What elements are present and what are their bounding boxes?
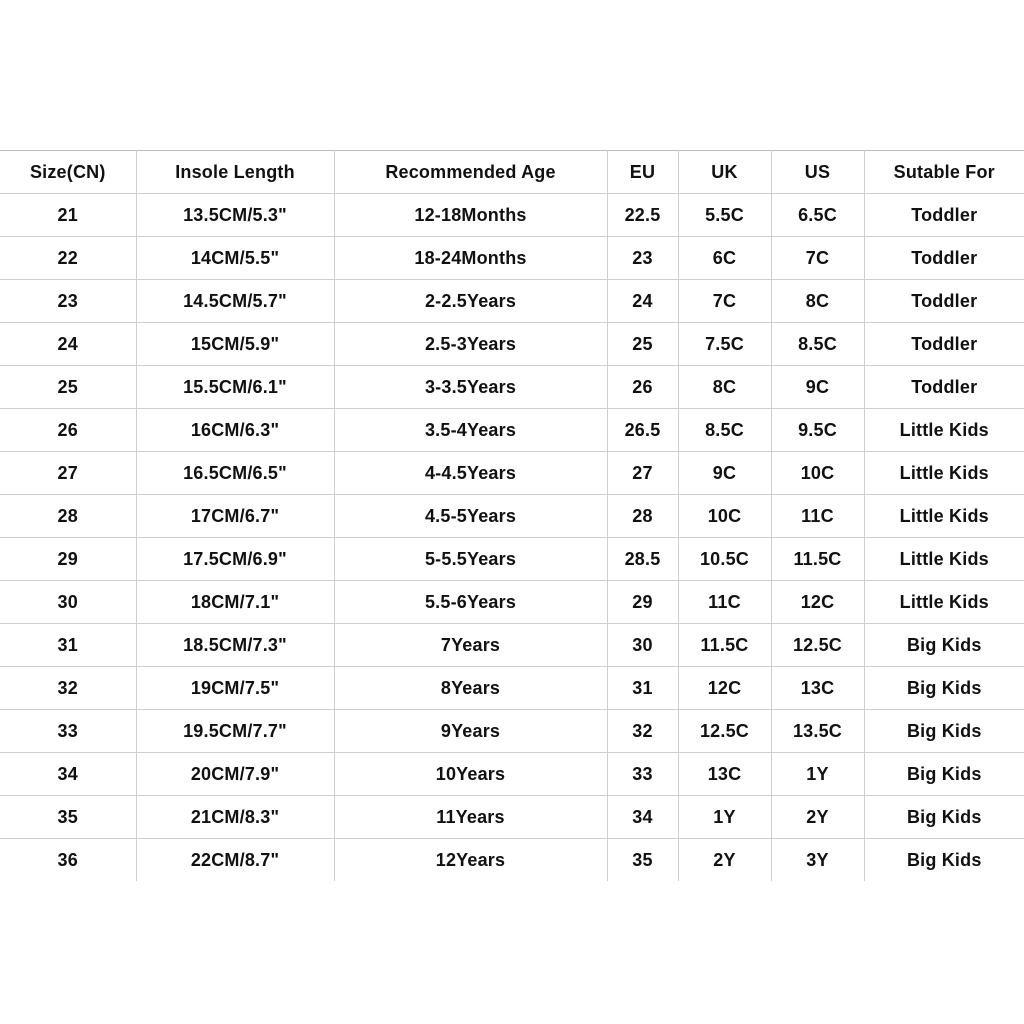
cell-uk: 9C (678, 452, 771, 495)
cell-recommended-age: 12Years (334, 839, 607, 882)
cell-insole-length: 18CM/7.1" (136, 581, 334, 624)
cell-us: 8C (771, 280, 864, 323)
cell-uk: 6C (678, 237, 771, 280)
cell-recommended-age: 5.5-6Years (334, 581, 607, 624)
cell-suitable-for: Big Kids (864, 839, 1024, 882)
table-row (0, 323, 1024, 366)
cell-insole-length: 17.5CM/6.9" (136, 538, 334, 581)
table-row (0, 237, 1024, 280)
table-row (0, 796, 1024, 839)
cell-recommended-age: 5-5.5Years (334, 538, 607, 581)
size-rows (0, 194, 1024, 882)
cell-suitable-for: Little Kids (864, 581, 1024, 624)
cell-suitable-for: Big Kids (864, 667, 1024, 710)
cell-uk: 10C (678, 495, 771, 538)
cell-insole-length: 20CM/7.9" (136, 753, 334, 796)
cell-suitable-for: Big Kids (864, 753, 1024, 796)
table-row (0, 667, 1024, 710)
cell-us: 12C (771, 581, 864, 624)
cell-eu: 32 (607, 710, 678, 753)
cell-insole-length: 16.5CM/6.5" (136, 452, 334, 495)
cell-size-cn: 24 (0, 323, 136, 366)
cell-recommended-age: 18-24Months (334, 237, 607, 280)
cell-eu: 34 (607, 796, 678, 839)
cell-insole-length: 16CM/6.3" (136, 409, 334, 452)
cell-uk: 5.5C (678, 194, 771, 237)
cell-size-cn: 36 (0, 839, 136, 882)
cell-recommended-age: 2-2.5Years (334, 280, 607, 323)
cell-size-cn: 28 (0, 495, 136, 538)
cell-insole-length: 21CM/8.3" (136, 796, 334, 839)
cell-size-cn: 34 (0, 753, 136, 796)
cell-us: 3Y (771, 839, 864, 882)
cell-eu: 23 (607, 237, 678, 280)
cell-insole-length: 15.5CM/6.1" (136, 366, 334, 409)
cell-suitable-for: Toddler (864, 280, 1024, 323)
cell-uk: 11C (678, 581, 771, 624)
cell-recommended-age: 11Years (334, 796, 607, 839)
cell-suitable-for: Little Kids (864, 452, 1024, 495)
cell-recommended-age: 3.5-4Years (334, 409, 607, 452)
cell-uk: 10.5C (678, 538, 771, 581)
cell-uk: 2Y (678, 839, 771, 882)
cell-uk: 11.5C (678, 624, 771, 667)
header-suitable-for: Sutable For (864, 151, 1024, 194)
cell-suitable-for: Toddler (864, 323, 1024, 366)
cell-us: 9C (771, 366, 864, 409)
header-us: US (771, 151, 864, 194)
header-eu: EU (607, 151, 678, 194)
cell-recommended-age: 3-3.5Years (334, 366, 607, 409)
table-row (0, 366, 1024, 409)
cell-uk: 8C (678, 366, 771, 409)
cell-size-cn: 25 (0, 366, 136, 409)
cell-suitable-for: Little Kids (864, 538, 1024, 581)
cell-eu: 28.5 (607, 538, 678, 581)
cell-recommended-age: 8Years (334, 667, 607, 710)
cell-suitable-for: Big Kids (864, 796, 1024, 839)
cell-us: 13C (771, 667, 864, 710)
cell-size-cn: 35 (0, 796, 136, 839)
cell-us: 8.5C (771, 323, 864, 366)
cell-recommended-age: 4-4.5Years (334, 452, 607, 495)
cell-eu: 22.5 (607, 194, 678, 237)
cell-size-cn: 23 (0, 280, 136, 323)
cell-suitable-for: Little Kids (864, 409, 1024, 452)
table-row (0, 538, 1024, 581)
cell-uk: 12.5C (678, 710, 771, 753)
cell-insole-length: 19CM/7.5" (136, 667, 334, 710)
cell-us: 2Y (771, 796, 864, 839)
table-row (0, 581, 1024, 624)
cell-eu: 30 (607, 624, 678, 667)
table-row (0, 409, 1024, 452)
cell-suitable-for: Toddler (864, 366, 1024, 409)
table-row (0, 194, 1024, 237)
cell-us: 13.5C (771, 710, 864, 753)
header-recommended-age: Recommended Age (334, 151, 607, 194)
cell-eu: 26.5 (607, 409, 678, 452)
cell-uk: 1Y (678, 796, 771, 839)
cell-us: 11.5C (771, 538, 864, 581)
cell-us: 9.5C (771, 409, 864, 452)
header-size-cn: Size(CN) (0, 151, 136, 194)
cell-eu: 28 (607, 495, 678, 538)
cell-insole-length: 22CM/8.7" (136, 839, 334, 882)
cell-insole-length: 13.5CM/5.3" (136, 194, 334, 237)
cell-us: 7C (771, 237, 864, 280)
table-row (0, 280, 1024, 323)
cell-recommended-age: 12-18Months (334, 194, 607, 237)
cell-suitable-for: Toddler (864, 237, 1024, 280)
header-row (0, 151, 1024, 194)
cell-suitable-for: Big Kids (864, 624, 1024, 667)
cell-eu: 27 (607, 452, 678, 495)
cell-size-cn: 26 (0, 409, 136, 452)
cell-us: 12.5C (771, 624, 864, 667)
cell-us: 10C (771, 452, 864, 495)
cell-suitable-for: Big Kids (864, 710, 1024, 753)
cell-size-cn: 33 (0, 710, 136, 753)
cell-eu: 33 (607, 753, 678, 796)
cell-insole-length: 15CM/5.9" (136, 323, 334, 366)
cell-recommended-age: 10Years (334, 753, 607, 796)
cell-eu: 35 (607, 839, 678, 882)
table-row (0, 710, 1024, 753)
cell-eu: 25 (607, 323, 678, 366)
cell-uk: 8.5C (678, 409, 771, 452)
cell-insole-length: 17CM/6.7" (136, 495, 334, 538)
size-chart-table (0, 150, 1024, 881)
cell-eu: 24 (607, 280, 678, 323)
cell-size-cn: 31 (0, 624, 136, 667)
cell-uk: 7C (678, 280, 771, 323)
cell-size-cn: 22 (0, 237, 136, 280)
cell-size-cn: 27 (0, 452, 136, 495)
cell-eu: 29 (607, 581, 678, 624)
cell-recommended-age: 7Years (334, 624, 607, 667)
cell-size-cn: 21 (0, 194, 136, 237)
cell-uk: 13C (678, 753, 771, 796)
table-row (0, 839, 1024, 882)
cell-insole-length: 14.5CM/5.7" (136, 280, 334, 323)
header-uk: UK (678, 151, 771, 194)
cell-size-cn: 30 (0, 581, 136, 624)
cell-eu: 31 (607, 667, 678, 710)
cell-recommended-age: 9Years (334, 710, 607, 753)
cell-us: 11C (771, 495, 864, 538)
table-row (0, 495, 1024, 538)
table-row (0, 753, 1024, 796)
cell-insole-length: 14CM/5.5" (136, 237, 334, 280)
cell-us: 6.5C (771, 194, 864, 237)
cell-recommended-age: 4.5-5Years (334, 495, 607, 538)
cell-recommended-age: 2.5-3Years (334, 323, 607, 366)
cell-insole-length: 19.5CM/7.7" (136, 710, 334, 753)
cell-suitable-for: Toddler (864, 194, 1024, 237)
header-insole-length: Insole Length (136, 151, 334, 194)
cell-eu: 26 (607, 366, 678, 409)
cell-uk: 12C (678, 667, 771, 710)
cell-insole-length: 18.5CM/7.3" (136, 624, 334, 667)
cell-uk: 7.5C (678, 323, 771, 366)
cell-us: 1Y (771, 753, 864, 796)
cell-size-cn: 29 (0, 538, 136, 581)
table-row (0, 452, 1024, 495)
table-row (0, 624, 1024, 667)
cell-suitable-for: Little Kids (864, 495, 1024, 538)
cell-size-cn: 32 (0, 667, 136, 710)
